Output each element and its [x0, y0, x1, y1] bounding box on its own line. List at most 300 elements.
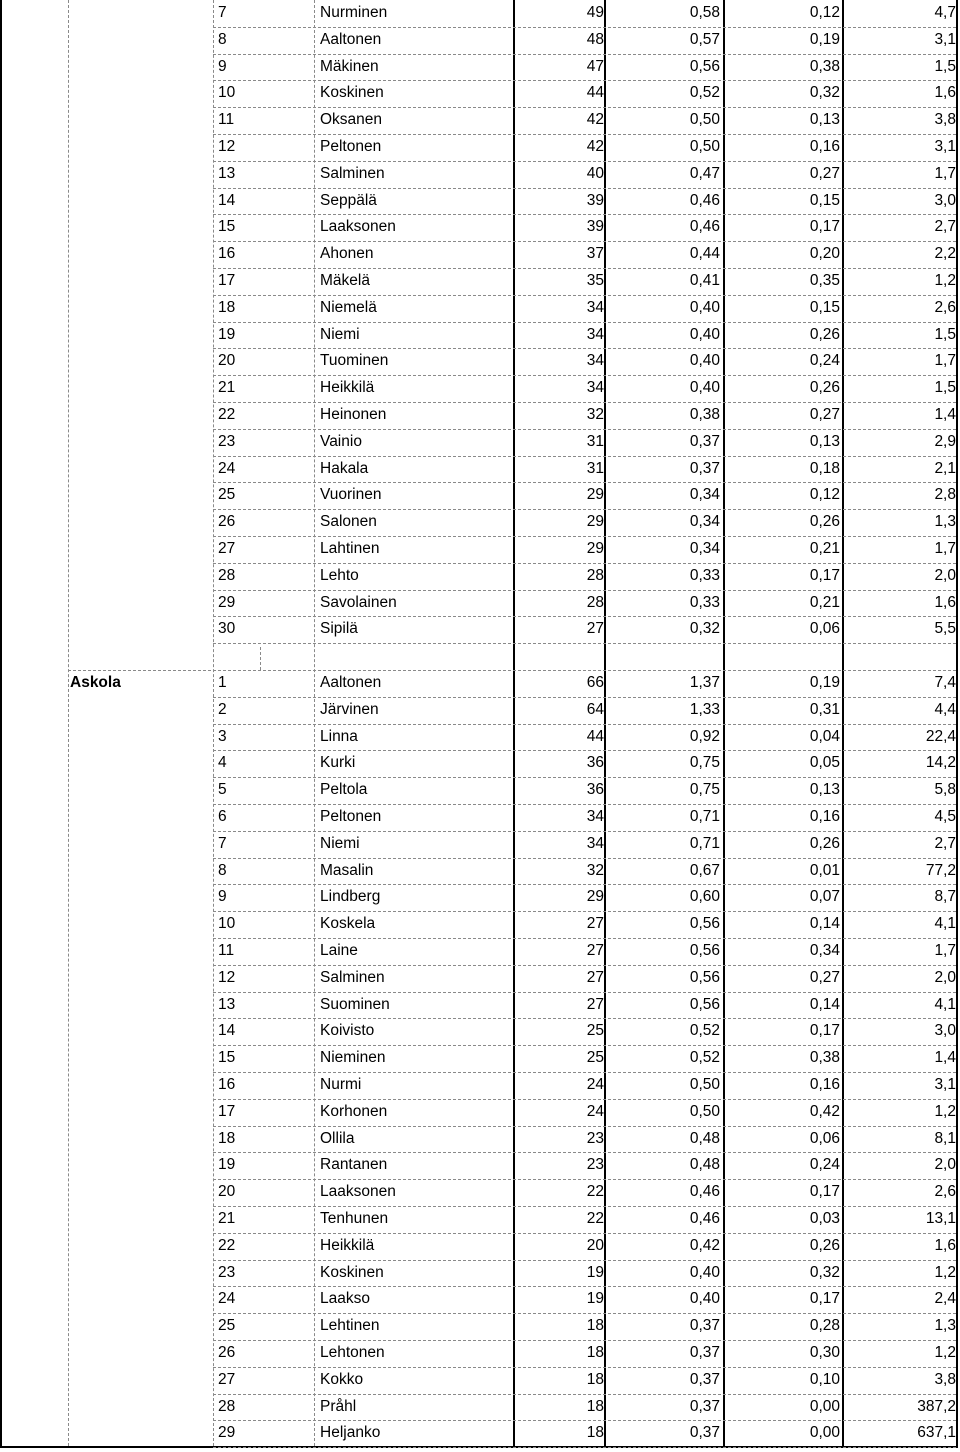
- ratio-3-cell: 637,1: [917, 1424, 956, 1442]
- ratio-3-cell: 1,6: [934, 1236, 956, 1254]
- count-cell: 32: [586, 861, 604, 879]
- rank-cell: 4: [218, 754, 227, 772]
- count-cell: 29: [586, 513, 604, 531]
- ratio-1-cell: 1,37: [689, 674, 720, 691]
- ratio-3-cell: 3,1: [934, 138, 956, 155]
- ratio-1-cell: 1,33: [689, 700, 720, 718]
- ratio-2-cell: 0,14: [809, 995, 840, 1013]
- ratio-2-cell: 0,19: [809, 30, 840, 48]
- rank-cell: 10: [218, 84, 236, 102]
- rank-cell: 11: [218, 942, 235, 959]
- table-row: [2, 938, 960, 965]
- surname-cell: Niemi: [320, 325, 360, 343]
- count-cell: 32: [586, 406, 604, 423]
- surname-cell: Hakala: [320, 459, 369, 477]
- count-cell: 36: [586, 781, 604, 799]
- ratio-2-cell: 0,17: [809, 1183, 840, 1201]
- table-row: [2, 456, 960, 483]
- surname-cell: Peltola: [320, 781, 368, 799]
- count-cell: 18: [586, 1317, 604, 1335]
- rank-cell: 14: [218, 191, 236, 209]
- ratio-2-cell: 0,18: [809, 459, 840, 477]
- table-row: [2, 134, 960, 161]
- ratio-1-cell: 0,52: [689, 1022, 720, 1040]
- ratio-2-cell: 0,05: [809, 754, 840, 772]
- table-row: [2, 536, 960, 563]
- count-cell: 31: [586, 432, 604, 450]
- surname-cell: Oksanen: [320, 111, 383, 129]
- surname-cell: Mäkinen: [320, 57, 379, 75]
- rank-cell: 24: [218, 459, 236, 477]
- rank-cell: 18: [218, 1129, 236, 1147]
- rank-cell: 12: [218, 968, 236, 986]
- surname-cell: Kokko: [320, 1370, 364, 1388]
- count-cell: 34: [586, 352, 604, 370]
- rank-cell: 16: [218, 1076, 236, 1093]
- count-cell: 49: [586, 4, 604, 21]
- count-cell: 34: [586, 325, 604, 343]
- table-row: [2, 295, 960, 322]
- ratio-3-cell: 1,4: [934, 1049, 956, 1067]
- ratio-2-cell: 0,38: [809, 1049, 840, 1067]
- ratio-3-cell: 2,9: [934, 432, 956, 450]
- count-cell: 24: [586, 1102, 604, 1120]
- rank-cell: 1: [218, 674, 227, 691]
- ratio-3-cell: 2,0: [934, 566, 956, 584]
- ratio-1-cell: 0,46: [689, 1210, 720, 1227]
- count-cell: 66: [586, 674, 604, 691]
- table-row: [2, 965, 960, 992]
- ratio-2-cell: 0,26: [809, 325, 840, 343]
- ratio-2-cell: 0,17: [809, 1022, 840, 1040]
- rank-cell: 17: [218, 272, 236, 289]
- rank-cell: 14: [218, 1022, 236, 1040]
- ratio-3-cell: 14,2: [925, 754, 956, 772]
- count-cell: 47: [586, 57, 604, 75]
- ratio-1-cell: 0,40: [689, 298, 720, 316]
- surname-cell: Kurki: [320, 754, 356, 772]
- ratio-3-cell: 13,1: [925, 1210, 956, 1227]
- table-row: [2, 1340, 960, 1367]
- ratio-2-cell: 0,31: [809, 700, 840, 718]
- ratio-2-cell: 0,13: [809, 432, 840, 450]
- table-row: [2, 884, 960, 911]
- ratio-3-cell: 2,8: [934, 486, 956, 504]
- rank-cell: 23: [218, 432, 236, 450]
- table-row: [2, 724, 960, 751]
- ratio-2-cell: 0,38: [809, 57, 840, 75]
- surname-cell: Rantanen: [320, 1156, 388, 1174]
- ratio-1-cell: 0,34: [689, 540, 720, 557]
- ratio-3-cell: 4,4: [934, 700, 956, 718]
- ratio-2-cell: 0,13: [809, 781, 840, 799]
- table-row: [2, 375, 960, 402]
- surname-cell: Suominen: [320, 995, 390, 1013]
- table-row: [2, 1179, 960, 1206]
- ratio-2-cell: 0,16: [809, 1076, 840, 1093]
- rank-cell: 21: [218, 1210, 236, 1227]
- ratio-1-cell: 0,50: [689, 111, 720, 129]
- count-cell: 19: [586, 1263, 604, 1281]
- table-row: [2, 992, 960, 1019]
- rank-cell: 12: [218, 138, 236, 155]
- count-cell: 29: [586, 888, 604, 906]
- ratio-3-cell: 2,1: [934, 459, 956, 477]
- surname-cell: Koivisto: [320, 1022, 375, 1040]
- surname-cell: Lehto: [320, 566, 359, 584]
- table-row: [2, 804, 960, 831]
- count-cell: 34: [586, 834, 604, 852]
- ratio-2-cell: 0,26: [809, 1236, 840, 1254]
- rank-cell: 18: [218, 298, 236, 316]
- surname-cell: Linna: [320, 727, 358, 745]
- rank-cell: 23: [218, 1263, 236, 1281]
- rank-cell: 11: [218, 111, 235, 129]
- surname-cell: Niemi: [320, 834, 360, 852]
- rank-cell: 22: [218, 406, 236, 423]
- ratio-2-cell: 0,21: [809, 540, 840, 557]
- count-cell: 48: [586, 30, 604, 48]
- ratio-2-cell: 0,14: [809, 915, 840, 933]
- ratio-1-cell: 0,57: [689, 30, 720, 48]
- surname-cell: Järvinen: [320, 700, 379, 718]
- ratio-1-cell: 0,41: [689, 272, 720, 289]
- rank-cell: 29: [218, 1424, 236, 1442]
- ratio-3-cell: 1,2: [934, 1102, 956, 1120]
- surname-cell: Vuorinen: [320, 486, 382, 504]
- rank-cell: 28: [218, 1397, 236, 1415]
- table-row: [2, 214, 960, 241]
- count-cell: 22: [586, 1210, 604, 1227]
- ratio-1-cell: 0,46: [689, 191, 720, 209]
- ratio-2-cell: 0,00: [809, 1397, 840, 1415]
- ratio-3-cell: 77,2: [925, 861, 956, 879]
- row-divider: [213, 1447, 956, 1448]
- rank-cell: 13: [218, 164, 236, 182]
- surname-cell: Koskinen: [320, 84, 384, 102]
- ratio-1-cell: 0,56: [689, 995, 720, 1013]
- ratio-1-cell: 0,40: [689, 352, 720, 370]
- ratio-2-cell: 0,20: [809, 245, 840, 263]
- ratio-3-cell: 1,7: [934, 540, 956, 557]
- count-cell: 28: [586, 566, 604, 584]
- surname-cell: Ahonen: [320, 245, 374, 263]
- rank-cell: 6: [218, 808, 227, 825]
- ratio-2-cell: 0,21: [809, 593, 840, 611]
- rank-cell: 7: [218, 4, 227, 21]
- rank-cell: 2: [218, 700, 227, 718]
- surname-cell: Heljanko: [320, 1424, 381, 1442]
- surname-cell: Aaltonen: [320, 674, 382, 691]
- ratio-2-cell: 0,24: [809, 352, 840, 370]
- surname-cell: Vainio: [320, 432, 362, 450]
- rank-cell: 24: [218, 1290, 236, 1308]
- surname-cell: Laine: [320, 942, 358, 959]
- surname-cell: Salminen: [320, 968, 385, 986]
- ratio-1-cell: 0,37: [689, 432, 720, 450]
- count-cell: 25: [586, 1049, 604, 1067]
- ratio-2-cell: 0,27: [809, 968, 840, 986]
- count-cell: 44: [586, 727, 604, 745]
- ratio-2-cell: 0,04: [809, 727, 840, 745]
- count-cell: 25: [586, 1022, 604, 1040]
- ratio-3-cell: 2,6: [934, 298, 956, 316]
- ratio-3-cell: 5,5: [934, 620, 956, 638]
- ratio-2-cell: 0,42: [809, 1102, 840, 1120]
- ratio-1-cell: 0,44: [689, 245, 720, 263]
- ratio-2-cell: 0,17: [809, 1290, 840, 1308]
- table-row: [2, 1152, 960, 1179]
- rank-cell: 13: [218, 995, 236, 1013]
- rank-cell: 19: [218, 325, 236, 343]
- table-row: [2, 1099, 960, 1126]
- ratio-2-cell: 0,16: [809, 808, 840, 825]
- rank-cell: 8: [218, 861, 227, 879]
- ratio-1-cell: 0,46: [689, 1183, 720, 1201]
- count-cell: 20: [586, 1236, 604, 1254]
- ratio-3-cell: 4,1: [934, 915, 956, 933]
- table-row: [2, 1072, 960, 1099]
- ratio-2-cell: 0,12: [809, 4, 840, 21]
- table-row: [2, 0, 960, 27]
- count-cell: 22: [586, 1183, 604, 1201]
- ratio-3-cell: 2,0: [934, 968, 956, 986]
- surname-cell: Koskinen: [320, 1263, 384, 1281]
- table-row: [2, 750, 960, 777]
- ratio-2-cell: 0,15: [809, 298, 840, 316]
- rank-cell: 16: [218, 245, 236, 263]
- ratio-3-cell: 1,3: [934, 513, 956, 531]
- ratio-3-cell: 1,7: [934, 164, 956, 182]
- ratio-1-cell: 0,71: [689, 834, 720, 852]
- ratio-1-cell: 0,40: [689, 325, 720, 343]
- ratio-3-cell: 1,2: [934, 272, 956, 289]
- count-cell: 44: [586, 84, 604, 102]
- count-cell: 18: [586, 1424, 604, 1442]
- ratio-2-cell: 0,15: [809, 191, 840, 209]
- ratio-1-cell: 0,42: [689, 1236, 720, 1254]
- ratio-2-cell: 0,17: [809, 566, 840, 584]
- ratio-2-cell: 0,00: [809, 1424, 840, 1442]
- ratio-3-cell: 2,6: [934, 1183, 956, 1201]
- count-cell: 29: [586, 486, 604, 504]
- ratio-2-cell: 0,03: [809, 1210, 840, 1227]
- rank-cell: 9: [218, 57, 227, 75]
- ratio-1-cell: 0,71: [689, 808, 720, 825]
- surname-cell: Nieminen: [320, 1049, 386, 1067]
- ratio-2-cell: 0,34: [809, 942, 840, 959]
- ratio-1-cell: 0,34: [689, 513, 720, 531]
- count-cell: 18: [586, 1344, 604, 1361]
- ratio-1-cell: 0,50: [689, 138, 720, 155]
- surname-cell: Lehtinen: [320, 1317, 380, 1335]
- surname-cell: Lahtinen: [320, 540, 380, 557]
- surname-cell: Koskela: [320, 915, 376, 933]
- ratio-3-cell: 3,0: [934, 1022, 956, 1040]
- ratio-3-cell: 1,2: [934, 1344, 956, 1361]
- rank-cell: 20: [218, 1183, 236, 1201]
- count-cell: 23: [586, 1129, 604, 1147]
- ratio-2-cell: 0,19: [809, 674, 840, 691]
- surname-cell: Nurmi: [320, 1076, 362, 1093]
- rank-cell: 27: [218, 540, 236, 557]
- ratio-1-cell: 0,52: [689, 1049, 720, 1067]
- ratio-1-cell: 0,37: [689, 1424, 720, 1442]
- table-row: [2, 188, 960, 215]
- ratio-3-cell: 3,8: [934, 1370, 956, 1388]
- count-cell: 39: [586, 191, 604, 209]
- count-cell: 34: [586, 808, 604, 825]
- ratio-3-cell: 4,5: [934, 808, 956, 825]
- rank-cell: 3: [218, 727, 227, 745]
- ratio-2-cell: 0,35: [809, 272, 840, 289]
- ratio-1-cell: 0,48: [689, 1156, 720, 1174]
- rank-cell: 29: [218, 593, 236, 611]
- ratio-3-cell: 7,4: [934, 674, 956, 691]
- rank-cell: 30: [218, 620, 236, 638]
- ratio-3-cell: 22,4: [925, 727, 956, 745]
- count-cell: 29: [586, 540, 604, 557]
- ratio-3-cell: 3,1: [934, 30, 956, 48]
- ratio-2-cell: 0,16: [809, 138, 840, 155]
- ratio-3-cell: 2,7: [934, 218, 956, 236]
- count-cell: 27: [586, 942, 604, 959]
- surname-cell: Ollila: [320, 1129, 355, 1147]
- table-row: [2, 670, 960, 697]
- ratio-3-cell: 3,0: [934, 191, 956, 209]
- surname-cell: Seppälä: [320, 191, 377, 209]
- table-row: [2, 1420, 960, 1447]
- rank-cell: 19: [218, 1156, 236, 1174]
- region-label: Askola: [70, 674, 121, 691]
- ratio-1-cell: 0,52: [689, 84, 720, 102]
- surname-cell: Laaksonen: [320, 218, 396, 236]
- ratio-1-cell: 0,47: [689, 164, 720, 182]
- table-row: [2, 590, 960, 617]
- ratio-3-cell: 1,2: [934, 1263, 956, 1281]
- table-row: [2, 322, 960, 349]
- ratio-1-cell: 0,37: [689, 1370, 720, 1388]
- ratio-3-cell: 1,7: [934, 942, 956, 959]
- ratio-1-cell: 0,58: [689, 4, 720, 21]
- ratio-2-cell: 0,13: [809, 111, 840, 129]
- count-cell: 18: [586, 1370, 604, 1388]
- table-row: [2, 241, 960, 268]
- ratio-3-cell: 1,4: [934, 406, 956, 423]
- rank-cell: 22: [218, 1236, 236, 1254]
- count-cell: 37: [586, 245, 604, 263]
- surname-cell: Laakso: [320, 1290, 370, 1308]
- ratio-3-cell: 4,1: [934, 995, 956, 1013]
- ratio-3-cell: 3,8: [934, 111, 956, 129]
- count-cell: 40: [586, 164, 604, 182]
- rank-cell: 21: [218, 379, 236, 397]
- table-row: [2, 1260, 960, 1287]
- count-cell: 24: [586, 1076, 604, 1093]
- ratio-1-cell: 0,37: [689, 1344, 720, 1361]
- table-row: [2, 831, 960, 858]
- ratio-1-cell: 0,33: [689, 566, 720, 584]
- ratio-3-cell: 8,7: [934, 888, 956, 906]
- surname-cell: Niemelä: [320, 298, 377, 316]
- rank-cell: 26: [218, 513, 236, 531]
- table-row: [2, 1394, 960, 1421]
- table-row: [2, 616, 960, 643]
- table-row: [2, 911, 960, 938]
- ratio-3-cell: 2,7: [934, 834, 956, 852]
- count-cell: 18: [586, 1397, 604, 1415]
- table-row: [2, 107, 960, 134]
- count-cell: 36: [586, 754, 604, 772]
- rank-cell: 17: [218, 1102, 236, 1120]
- ratio-2-cell: 0,24: [809, 1156, 840, 1174]
- surname-cell: Tenhunen: [320, 1210, 389, 1227]
- surname-cell: Sipilä: [320, 620, 358, 638]
- surname-cell: Lindberg: [320, 888, 381, 906]
- count-cell: 28: [586, 593, 604, 611]
- ratio-1-cell: 0,48: [689, 1129, 720, 1147]
- ratio-1-cell: 0,32: [689, 620, 720, 638]
- ratio-3-cell: 5,8: [934, 781, 956, 799]
- table-row: [2, 858, 960, 885]
- surname-cell: Nurminen: [320, 4, 388, 21]
- ratio-2-cell: 0,26: [809, 379, 840, 397]
- table-row: [2, 482, 960, 509]
- table-row: [2, 429, 960, 456]
- ratio-1-cell: 0,56: [689, 968, 720, 986]
- table-row: [2, 268, 960, 295]
- surname-cell: Peltonen: [320, 138, 382, 155]
- rank-cell: 8: [218, 30, 227, 48]
- ratio-1-cell: 0,37: [689, 1317, 720, 1335]
- rank-cell: 20: [218, 352, 236, 370]
- ratio-2-cell: 0,32: [809, 84, 840, 102]
- rank-cell: 5: [218, 781, 227, 799]
- surname-cell: Savolainen: [320, 593, 397, 611]
- ratio-3-cell: 4,7: [934, 4, 956, 21]
- rank-cell: 27: [218, 1370, 236, 1388]
- ratio-2-cell: 0,06: [809, 620, 840, 638]
- ratio-1-cell: 0,56: [689, 57, 720, 75]
- table-row: [2, 1206, 960, 1233]
- count-cell: 27: [586, 995, 604, 1013]
- ratio-1-cell: 0,60: [689, 888, 720, 906]
- ratio-2-cell: 0,07: [809, 888, 840, 906]
- ratio-1-cell: 0,56: [689, 942, 720, 959]
- ratio-1-cell: 0,40: [689, 1263, 720, 1281]
- rank-cell: 28: [218, 566, 236, 584]
- ratio-2-cell: 0,30: [809, 1344, 840, 1361]
- ratio-1-cell: 0,38: [689, 406, 720, 423]
- surname-cell: Lehtonen: [320, 1344, 385, 1361]
- ratio-2-cell: 0,27: [809, 164, 840, 182]
- ratio-2-cell: 0,17: [809, 218, 840, 236]
- surname-cell: Heikkilä: [320, 1236, 375, 1254]
- ratio-2-cell: 0,10: [809, 1370, 840, 1388]
- ratio-2-cell: 0,12: [809, 486, 840, 504]
- ratio-1-cell: 0,40: [689, 379, 720, 397]
- count-cell: 34: [586, 379, 604, 397]
- count-cell: 23: [586, 1156, 604, 1174]
- rank-cell: 25: [218, 1317, 236, 1335]
- ratio-3-cell: 1,3: [934, 1317, 956, 1335]
- count-cell: 39: [586, 218, 604, 236]
- table-row: [2, 777, 960, 804]
- surname-cell: Korhonen: [320, 1102, 388, 1120]
- table-row: [2, 80, 960, 107]
- surname-cell: Heikkilä: [320, 379, 375, 397]
- surname-cell: Masalin: [320, 861, 374, 879]
